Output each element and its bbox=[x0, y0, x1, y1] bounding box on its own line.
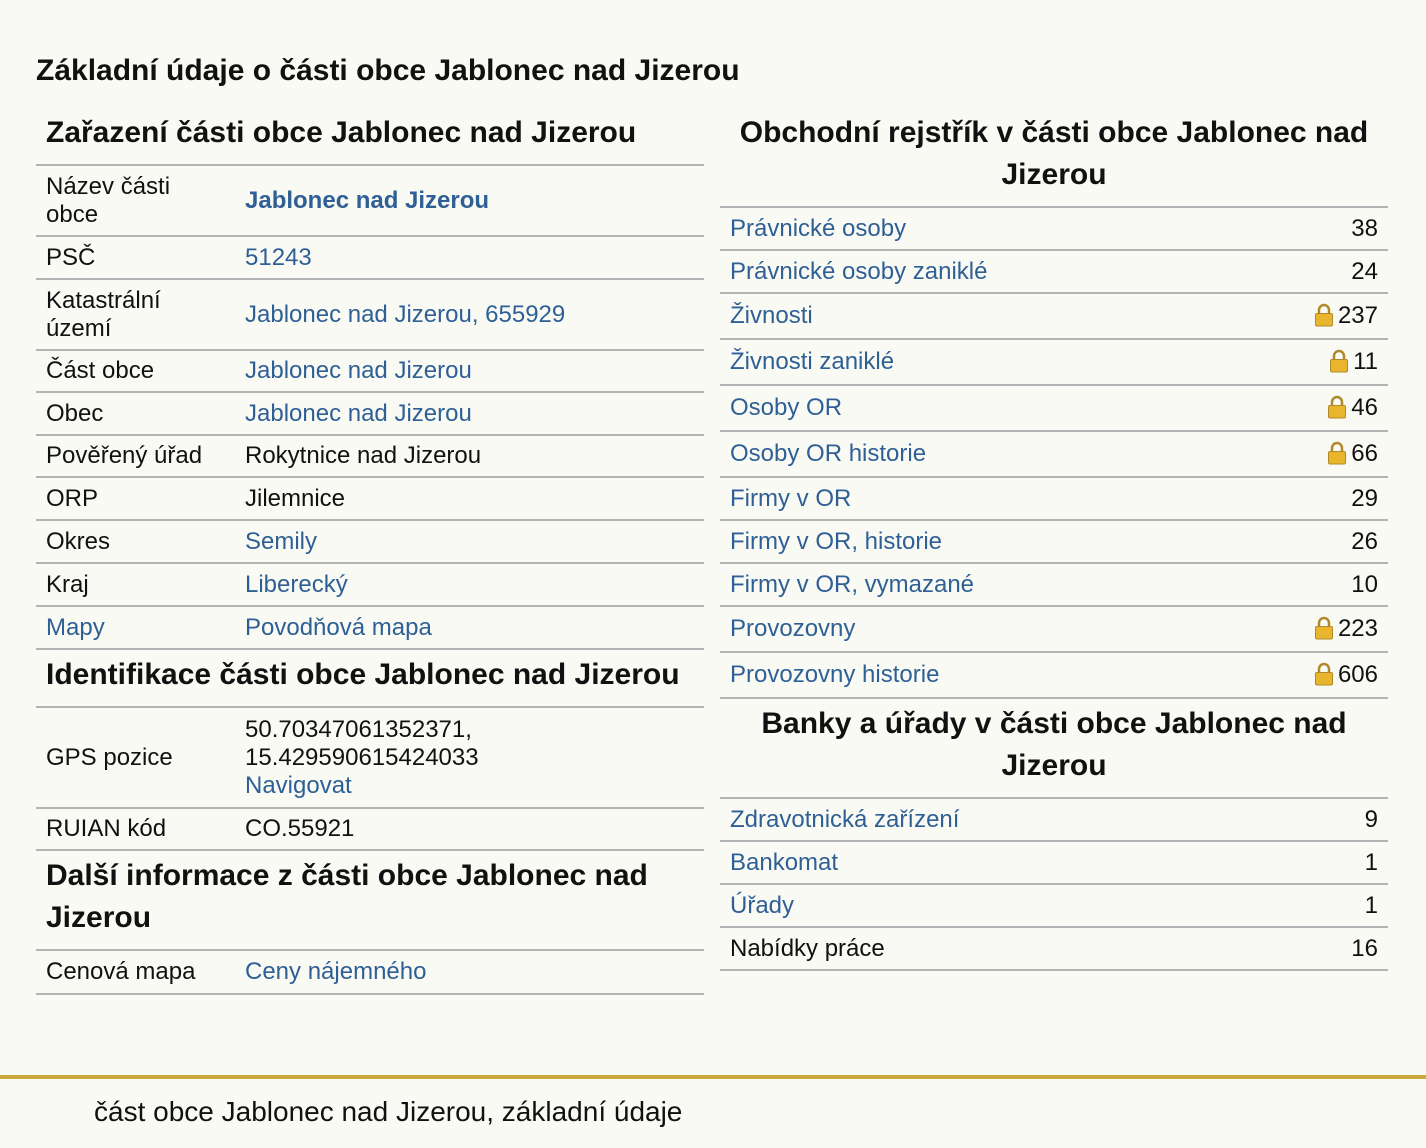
osoby-or-link[interactable]: Osoby OR bbox=[730, 394, 843, 421]
table-row bbox=[720, 208, 1388, 250]
right-column bbox=[720, 108, 1388, 971]
katastr-link[interactable]: Jablonec nad Jizerou, 655929 bbox=[245, 300, 566, 328]
ceny-najemneho-link[interactable]: Ceny nájemného bbox=[245, 958, 427, 985]
row-count: 24 bbox=[1233, 250, 1388, 293]
table-row bbox=[720, 431, 1388, 477]
navigate-link[interactable]: Navigovat bbox=[245, 771, 352, 799]
lock-icon bbox=[1327, 395, 1347, 419]
ruian-value: CO.55921 bbox=[235, 808, 704, 850]
nazev-link[interactable]: Jablonec nad Jizerou bbox=[245, 186, 490, 214]
table-row bbox=[720, 927, 1388, 970]
firmy-v-or-link[interactable]: Firmy v OR bbox=[730, 484, 852, 512]
pravnicke-osoby-zanikle-link[interactable]: Právnické osoby zaniklé bbox=[730, 257, 988, 285]
orp-value: Jilemnice bbox=[235, 477, 704, 520]
table-row bbox=[720, 884, 1388, 927]
footer-rule bbox=[0, 1075, 1426, 1079]
table-row bbox=[36, 520, 704, 563]
lock-icon bbox=[1314, 303, 1334, 327]
row-label: Kraj bbox=[36, 563, 235, 606]
row-count: 46 bbox=[1351, 394, 1378, 421]
table-row bbox=[36, 951, 704, 994]
gps-latitude: 50.70347061352371, bbox=[245, 715, 472, 743]
row-count: 38 bbox=[1233, 208, 1388, 250]
row-label: Část obce bbox=[36, 350, 235, 392]
dalsi-table bbox=[36, 951, 704, 995]
row-count: 9 bbox=[1283, 799, 1388, 841]
table-row bbox=[36, 279, 704, 350]
firmy-v-or-vymazane-link[interactable]: Firmy v OR, vymazané bbox=[730, 570, 975, 598]
lock-icon bbox=[1327, 441, 1347, 465]
table-row bbox=[36, 236, 704, 279]
banky-table bbox=[720, 799, 1388, 971]
rejstrik-table bbox=[720, 208, 1388, 699]
table-row bbox=[36, 708, 704, 808]
row-count: 26 bbox=[1233, 520, 1388, 563]
provozovny-link[interactable]: Provozovny bbox=[730, 615, 856, 642]
zivnosti-zanikle-link[interactable]: Živnosti zaniklé bbox=[730, 348, 895, 375]
row-label: RUIAN kód bbox=[36, 808, 235, 850]
table-row bbox=[36, 477, 704, 520]
kraj-link[interactable]: Liberecký bbox=[245, 570, 348, 598]
row-count: 1 bbox=[1283, 884, 1388, 927]
row-count: 606 bbox=[1337, 661, 1378, 688]
pravnicke-osoby-link[interactable]: Právnické osoby bbox=[730, 214, 907, 242]
firmy-v-or-historie-link[interactable]: Firmy v OR, historie bbox=[730, 527, 943, 555]
row-count: 16 bbox=[1283, 927, 1388, 970]
provozovny-historie-link[interactable]: Provozovny historie bbox=[730, 661, 940, 688]
row-label: Název části obce bbox=[36, 166, 235, 236]
identifikace-heading: Identifikace části obce Jablonec nad Jizerou bbox=[36, 650, 704, 708]
row-label: PSČ bbox=[36, 236, 235, 279]
table-row bbox=[36, 563, 704, 606]
table-row bbox=[720, 520, 1388, 563]
table-row bbox=[720, 293, 1388, 339]
row-label: Katastrální území bbox=[36, 279, 235, 350]
footer-caption: část obce Jablonec nad Jizerou, základní údaje bbox=[94, 1096, 683, 1127]
table-row bbox=[720, 385, 1388, 431]
table-row bbox=[36, 606, 704, 649]
urady-link[interactable]: Úřady bbox=[730, 891, 795, 919]
row-count: 223 bbox=[1337, 615, 1378, 642]
left-column bbox=[36, 108, 704, 995]
psc-link[interactable]: 51243 bbox=[245, 243, 312, 271]
povodnova-mapa-link[interactable]: Povodňová mapa bbox=[245, 613, 432, 641]
bankomat-link[interactable]: Bankomat bbox=[730, 848, 839, 876]
row-count: 1 bbox=[1283, 841, 1388, 884]
table-row bbox=[720, 841, 1388, 884]
nabidky-prace-label: Nabídky práce bbox=[720, 927, 1283, 970]
row-label: Obec bbox=[36, 392, 235, 435]
table-row bbox=[720, 339, 1388, 385]
povereny-urad-value: Rokytnice nad Jizerou bbox=[235, 435, 704, 477]
banky-heading: Banky a úřady v části obce Jablonec nad Jizerou bbox=[720, 699, 1388, 799]
dalsi-heading: Další informace z části obce Jablonec nad Jizerou bbox=[36, 851, 704, 951]
identifikace-table bbox=[36, 708, 704, 851]
osoby-or-historie-link[interactable]: Osoby OR historie bbox=[730, 440, 927, 467]
row-label: GPS pozice bbox=[36, 708, 235, 808]
cast-obce-link[interactable]: Jablonec nad Jizerou bbox=[245, 357, 472, 384]
table-row bbox=[36, 392, 704, 435]
table-row bbox=[720, 563, 1388, 606]
row-label: Pověřený úřad bbox=[36, 435, 235, 477]
table-row bbox=[720, 250, 1388, 293]
obec-link[interactable]: Jablonec nad Jizerou bbox=[245, 399, 472, 427]
row-label: Cenová mapa bbox=[36, 951, 235, 994]
lock-icon bbox=[1329, 349, 1349, 373]
table-row bbox=[36, 350, 704, 392]
zdravotnicka-zarizeni-link[interactable]: Zdravotnická zařízení bbox=[730, 805, 960, 833]
table-row bbox=[36, 808, 704, 850]
lock-icon bbox=[1314, 662, 1334, 686]
page-title: Základní údaje o části obce Jablonec nad Jizerou bbox=[36, 54, 740, 87]
rejstrik-heading: Obchodní rejstřík v části obce Jablonec nad Jizerou bbox=[720, 108, 1388, 208]
row-count: 29 bbox=[1233, 477, 1388, 520]
row-count: 10 bbox=[1233, 563, 1388, 606]
table-row bbox=[36, 166, 704, 236]
row-count: 237 bbox=[1337, 302, 1378, 329]
table-row bbox=[720, 606, 1388, 652]
okres-link[interactable]: Semily bbox=[245, 527, 318, 555]
row-count: 66 bbox=[1351, 440, 1378, 467]
table-row bbox=[720, 799, 1388, 841]
zarazeni-table bbox=[36, 166, 704, 650]
table-row bbox=[720, 652, 1388, 698]
gps-longitude: 15.429590615424033 bbox=[245, 743, 479, 771]
table-row bbox=[720, 477, 1388, 520]
row-count: 11 bbox=[1353, 348, 1378, 375]
zarazeni-heading: Zařazení části obce Jablonec nad Jizerou bbox=[36, 108, 704, 166]
row-label: Okres bbox=[36, 520, 235, 563]
zivnosti-link[interactable]: Živnosti bbox=[730, 302, 813, 329]
lock-icon bbox=[1314, 616, 1334, 640]
mapy-link[interactable]: Mapy bbox=[46, 613, 105, 641]
row-label: ORP bbox=[36, 477, 235, 520]
table-row bbox=[36, 435, 704, 477]
